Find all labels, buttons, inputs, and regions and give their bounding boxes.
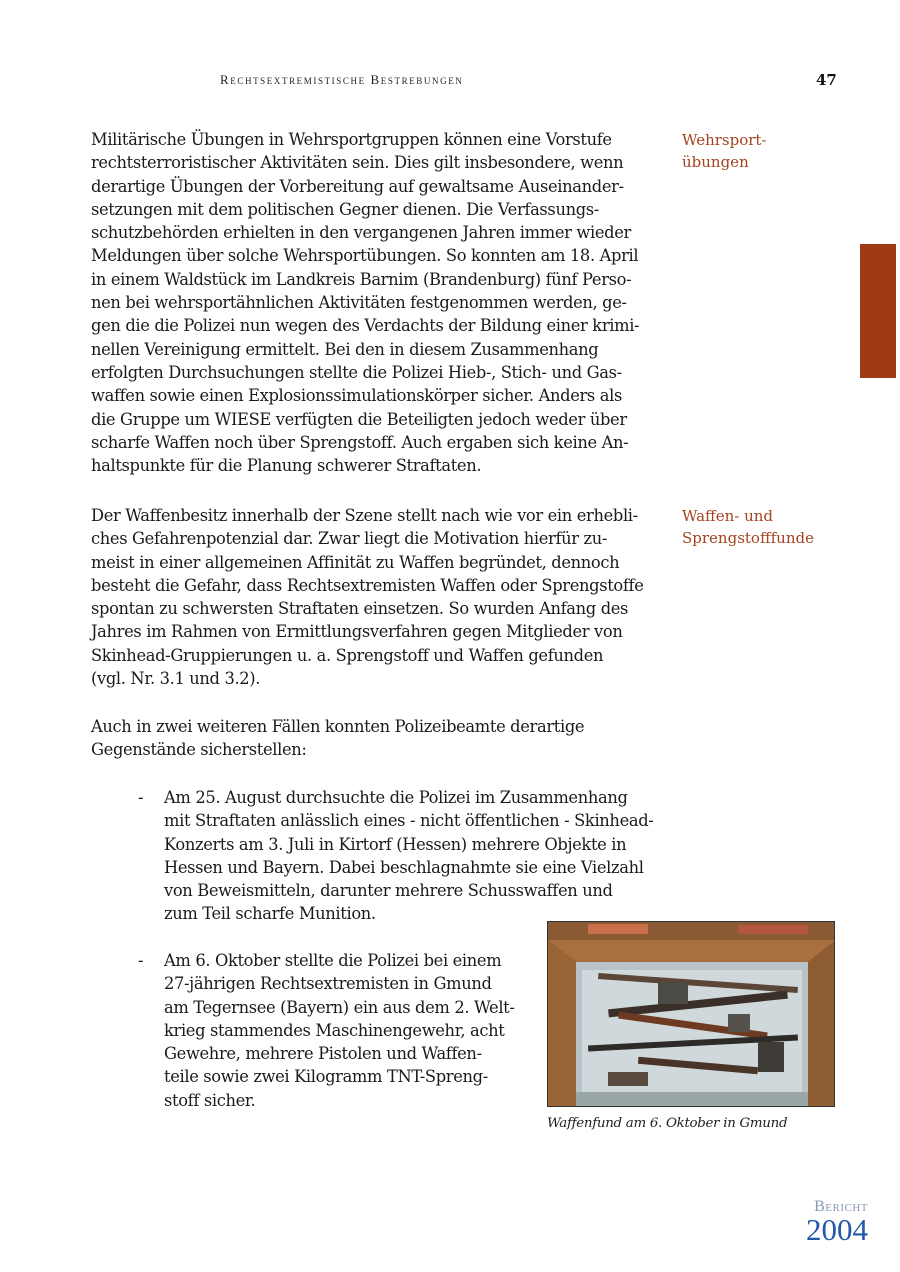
text-line: Gegenstände sicherstellen: [91, 740, 307, 760]
text-line: waffen sowie einen Explosionssimulationskörper sicher. Anders als [91, 386, 622, 406]
text-line: die Gruppe um WIESE verfügten die Beteiligten jedoch weder über [91, 409, 627, 429]
text-line: Auch in zwei weiteren Fällen konnten Polizeibeamte derartige [91, 717, 585, 736]
text-line: schutzbehörden erhielten in den vergangenen Jahren immer wieder [91, 223, 631, 243]
brand-year: 2004 [806, 1212, 868, 1247]
text-line: haltspunkte für die Planung schwerer Straftaten. [91, 456, 482, 476]
text-line: besteht die Gefahr, dass Rechtsextremisten Waffen oder Sprengstoffe [91, 575, 644, 595]
margin-note-line: Waffen- und [682, 507, 774, 525]
text-line: setzungen mit dem politischen Gegner dienen. Die Verfassungs- [91, 199, 599, 219]
bullet-dash: - [138, 788, 144, 807]
text-line: Militärische Übungen in Wehrsportgruppen können eine Vorstufe [91, 130, 612, 149]
margin-note-line: übungen [682, 153, 749, 171]
photo-caption: Waffenfund am 6. Oktober in Gmund [547, 1116, 788, 1131]
margin-note-line: Sprengstofffunde [682, 529, 814, 547]
text-line: rechtsterroristischer Aktivitäten sein. Dies gilt insbesondere, wenn [91, 153, 624, 173]
text-line: meist in einer allgemeinen Affinität zu Waffen begründet, dennoch [91, 552, 620, 572]
text-line: Meldungen über solche Wehrsportübungen. So konnten am 18. April [91, 246, 639, 266]
text-line: stoff sicher. [164, 1090, 256, 1110]
text-line: krieg stammendes Maschinengewehr, acht [164, 1020, 505, 1040]
margin-note-line: Wehrsport- [682, 131, 767, 149]
paragraph-military-exercises [91, 128, 666, 477]
text-line: Am 25. August durchsuchte die Polizei im Zusammenhang [164, 788, 628, 807]
text-line: Hessen und Bayern. Dabei beschlagnahmte sie eine Vielzahl [164, 857, 644, 877]
bullet-dash: - [138, 951, 144, 970]
text-line: Skinhead-Gruppierungen u. a. Sprengstoff und Waffen gefunden [91, 645, 604, 665]
report-brand [796, 1198, 868, 1247]
text-line: scharfe Waffen noch über Sprengstoff. Auch ergaben sich keine An- [91, 432, 629, 452]
paragraph-further-cases [91, 715, 666, 762]
text-line: Der Waffenbesitz innerhalb der Szene stellt nach wie vor ein erhebli- [91, 506, 638, 525]
text-line: am Tegernsee (Bayern) ein aus dem 2. Welt- [164, 997, 515, 1017]
text-line: gen die die Polizei nun wegen des Verdachts der Bildung einer krimi- [91, 316, 640, 336]
text-line: derartige Übungen der Vorbereitung auf gewaltsame Auseinander- [91, 176, 624, 196]
brand-word: Bericht [814, 1198, 868, 1215]
text-line: zum Teil scharfe Munition. [164, 904, 376, 924]
photo-illustration [548, 922, 835, 1107]
text-line: in einem Waldstück im Landkreis Barnim (Brandenburg) fünf Perso- [91, 269, 632, 289]
text-line: erfolgten Durchsuchungen stellte die Polizei Hieb-, Stich- und Gas- [91, 362, 622, 382]
text-line: (vgl. Nr. 3.1 und 3.2). [91, 669, 261, 689]
text-line: Am 6. Oktober stellte die Polizei bei einem [164, 951, 502, 970]
text-line: Konzerts am 3. Juli in Kirtorf (Hessen) mehrere Objekte in [164, 834, 627, 854]
text-line: spontan zu schwersten Straftaten einsetzen. So wurden Anfang des [91, 599, 629, 619]
margin-note-waffen [682, 505, 852, 549]
text-line: Jahres im Rahmen von Ermittlungsverfahren gegen Mitglieder von [91, 622, 623, 642]
chapter-tab-marker [860, 244, 896, 378]
text-line: Gewehre, mehrere Pistolen und Waffen- [164, 1044, 482, 1064]
paragraph-weapons-possession [91, 504, 666, 690]
text-line: 27-jährigen Rechtsextremisten in Gmund [164, 974, 492, 994]
photo-weapons-find [547, 921, 835, 1107]
text-line: nen bei wehrsportähnlichen Aktivitäten festgenommen werden, ge- [91, 293, 627, 313]
text-line: von Beweismitteln, darunter mehrere Schusswaffen und [164, 881, 613, 901]
text-line: mit Straftaten anlässlich eines - nicht öffentlichen - Skinhead- [164, 811, 654, 831]
running-head: Rechtsextremistische Bestrebungen [220, 72, 464, 87]
text-line: teile sowie zwei Kilogramm TNT-Spreng- [164, 1067, 488, 1087]
margin-note-wehrsport [682, 129, 852, 173]
page-number: 47 [816, 71, 837, 89]
text-line: ches Gefahrenpotenzial dar. Zwar liegt die Motivation hierfür zu- [91, 529, 608, 549]
text-line: nellen Vereinigung ermittelt. Bei den in diesem Zusammenhang [91, 339, 599, 359]
